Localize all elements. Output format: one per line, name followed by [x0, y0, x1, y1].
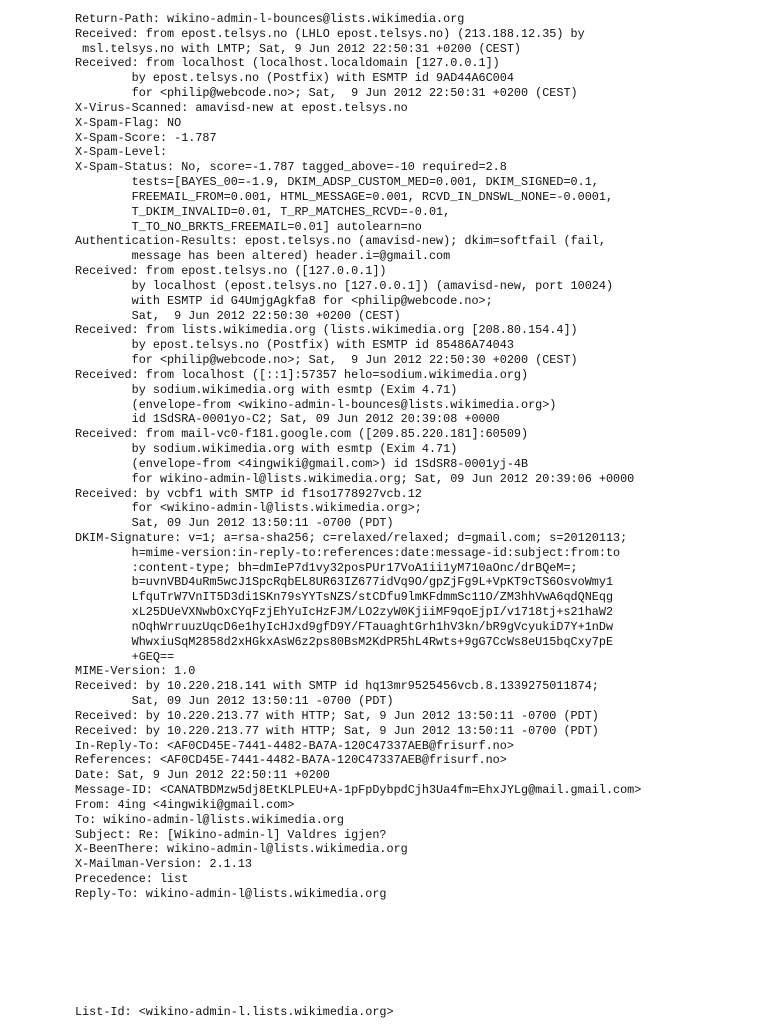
header-line: Sat, 09 Jun 2012 13:50:11 -0700 (PDT) — [75, 516, 394, 531]
header-line: Received: from lists.wikimedia.org (lists.wikimedia.org [208.80.154.4]) — [75, 323, 578, 338]
header-line: X-Spam-Status: No, score=-1.787 tagged_above=-10 required=2.8 — [75, 160, 507, 175]
header-line: Received: by 10.220.213.77 with HTTP; Sat, 9 Jun 2012 13:50:11 -0700 (PDT) — [75, 723, 599, 738]
header-line: MIME-Version: 1.0 — [75, 664, 196, 679]
header-line: Received: from mail-vc0-f181.google.com ([209.85.220.181]:60509) — [75, 427, 529, 442]
header-line: with ESMTP id G4UmjgAgkfa8 for <philip@webcode.no>; — [75, 293, 493, 308]
header-line: Message-ID: <CANATBDMzw5dj8EtKLPLEU+A-1pFpDybpdCjh3Ua4fm=EhxJYLg@mail.gmail.com> — [75, 783, 642, 798]
header-line: by localhost (epost.telsys.no [127.0.0.1]) (amavisd-new, port 10024) — [75, 278, 614, 293]
header-line: Received: by 10.220.218.141 with SMTP id hq13mr9525456vcb.8.1339275011874; — [75, 679, 599, 694]
header-line: Sat, 9 Jun 2012 22:50:30 +0200 (CEST) — [75, 308, 401, 323]
header-line: for <philip@webcode.no>; Sat, 9 Jun 2012 22:50:30 +0200 (CEST) — [75, 353, 578, 368]
header-line: Received: from localhost ([::1]:57357 helo=sodium.wikimedia.org) — [75, 367, 529, 382]
header-line: X-BeenThere: wikino-admin-l@lists.wikimedia.org — [75, 842, 408, 857]
header-line: Received: from epost.telsys.no ([127.0.0.1]) — [75, 264, 387, 279]
header-line: DKIM-Signature: v=1; a=rsa-sha256; c=relaxed/relaxed; d=gmail.com; s=20120113; — [75, 530, 628, 545]
header-line: Authentication-Results: epost.telsys.no (amavisd-new); dkim=softfail (fail, — [75, 234, 606, 249]
header-line: T_DKIM_INVALID=0.01, T_RP_MATCHES_RCVD=-0.01, — [75, 204, 451, 219]
header-line: Return-Path: wikino-admin-l-bounces@lists.wikimedia.org — [75, 12, 465, 26]
email-header-block — [75, 12, 765, 902]
header-line: From: 4ing <4ingwiki@gmail.com> — [75, 797, 295, 812]
header-line: (envelope-from <wikino-admin-l-bounces@lists.wikimedia.org>) — [75, 397, 557, 412]
header-line: Date: Sat, 9 Jun 2012 22:50:11 +0200 — [75, 768, 330, 783]
header-line: Received: by 10.220.213.77 with HTTP; Sat, 9 Jun 2012 13:50:11 -0700 (PDT) — [75, 708, 599, 723]
header-line: FREEMAIL_FROM=0.001, HTML_MESSAGE=0.001, RCVD_IN_DNSWL_NONE=-0.0001, — [75, 189, 614, 204]
header-line: Subject: Re: [Wikino-admin-l] Valdres igjen? — [75, 827, 387, 842]
header-line: by epost.telsys.no (Postfix) with ESMTP id 9AD44A6C004 — [75, 71, 514, 86]
header-line: for wikino-admin-l@lists.wikimedia.org; Sat, 09 Jun 2012 20:39:06 +0000 — [75, 471, 635, 486]
header-line: T_TO_NO_BRKTS_FREEMAIL=0.01] autolearn=no — [75, 219, 422, 234]
header-line: Reply-To: wikino-admin-l@lists.wikimedia.org — [75, 886, 387, 901]
header-line: tests=[BAYES_00=-1.9, DKIM_ADSP_CUSTOM_MED=0.001, DKIM_SIGNED=0.1, — [75, 175, 599, 190]
header-line: LfquTrW7VnIT5D3di1SKn79sYYTsNZS/stCDfu9lmKFdmmSc11O/ZM3hhVwA6qdQNEqg — [75, 590, 614, 605]
header-line: h=mime-version:in-reply-to:references:date:message-id:subject:from:to — [75, 545, 621, 560]
header-line: +GEQ== — [75, 649, 175, 664]
header-line: X-Spam-Level: — [75, 145, 168, 160]
header-line: Sat, 09 Jun 2012 13:50:11 -0700 (PDT) — [75, 694, 394, 709]
header-line: id 1SdSRA-0001yo-C2; Sat, 09 Jun 2012 20:39:08 +0000 — [75, 412, 500, 427]
header-line: xL25DUeVXNwbOxCYqFzjEhYuIcHzFJM/LO2zyW0KjiiMF9qoEjpI/v1718tj+s21haW2 — [75, 605, 614, 620]
header-line: :content-type; bh=dmIeP7d1vy32posPUr17VoA1ii1yM710aOnc/drBQeM=; — [75, 560, 578, 575]
list-id-header-line: List-Id: <wikino-admin-l.lists.wikimedia.org> — [75, 1005, 394, 1019]
header-line: Received: from localhost (localhost.localdomain [127.0.0.1]) — [75, 56, 500, 71]
header-line: by sodium.wikimedia.org with esmtp (Exim 4.71) — [75, 442, 458, 457]
header-line: References: <AF0CD45E-7441-4482-BA7A-120C47337AEB@frisurf.no> — [75, 753, 507, 768]
header-line: X-Spam-Score: -1.787 — [75, 130, 217, 145]
header-line: by sodium.wikimedia.org with esmtp (Exim 4.71) — [75, 382, 458, 397]
header-line: In-Reply-To: <AF0CD45E-7441-4482-BA7A-120C47337AEB@frisurf.no> — [75, 738, 514, 753]
header-line: by epost.telsys.no (Postfix) with ESMTP id 85486A74043 — [75, 338, 514, 353]
header-line: msl.telsys.no with LMTP; Sat, 9 Jun 2012 22:50:31 +0200 (CEST) — [75, 41, 521, 56]
header-line: b=uvnVBD4uRm5wcJ1SpcRqbEL8UR63IZ677idVq9O/gpZjFg9L+VpKT9cTS6OsvoWmy1 — [75, 575, 614, 590]
header-line: X-Virus-Scanned: amavisd-new at epost.telsys.no — [75, 100, 408, 115]
header-line: Received: from epost.telsys.no (LHLO epost.telsys.no) (213.188.12.35) by — [75, 26, 585, 41]
header-line: Received: by vcbf1 with SMTP id f1so1778927vcb.12 — [75, 486, 422, 501]
header-line: for <philip@webcode.no>; Sat, 9 Jun 2012 22:50:31 +0200 (CEST) — [75, 86, 578, 101]
header-line: X-Spam-Flag: NO — [75, 115, 182, 130]
header-line: nOqhWrruuzUqcD6e1hyIcHJxd9gfD9Y/FTauaghtGrh1hV3kn/bR9gVcyukiD7Y+1nDw — [75, 619, 614, 634]
header-line: message has been altered) header.i=@gmail.com — [75, 249, 451, 264]
header-line: for <wikino-admin-l@lists.wikimedia.org>; — [75, 501, 422, 516]
header-line: (envelope-from <4ingwiki@gmail.com>) id 1SdSR8-0001yj-4B — [75, 456, 529, 471]
header-line: Precedence: list — [75, 872, 189, 887]
header-line: To: wikino-admin-l@lists.wikimedia.org — [75, 812, 345, 827]
header-line: WhwxiuSqM2858d2xHGkxAsW6z2ps80BsM2KdPR5hL4Rwts+9gG7CcWs8eU15bqCxy7pE — [75, 634, 614, 649]
header-line: X-Mailman-Version: 2.1.13 — [75, 857, 252, 872]
